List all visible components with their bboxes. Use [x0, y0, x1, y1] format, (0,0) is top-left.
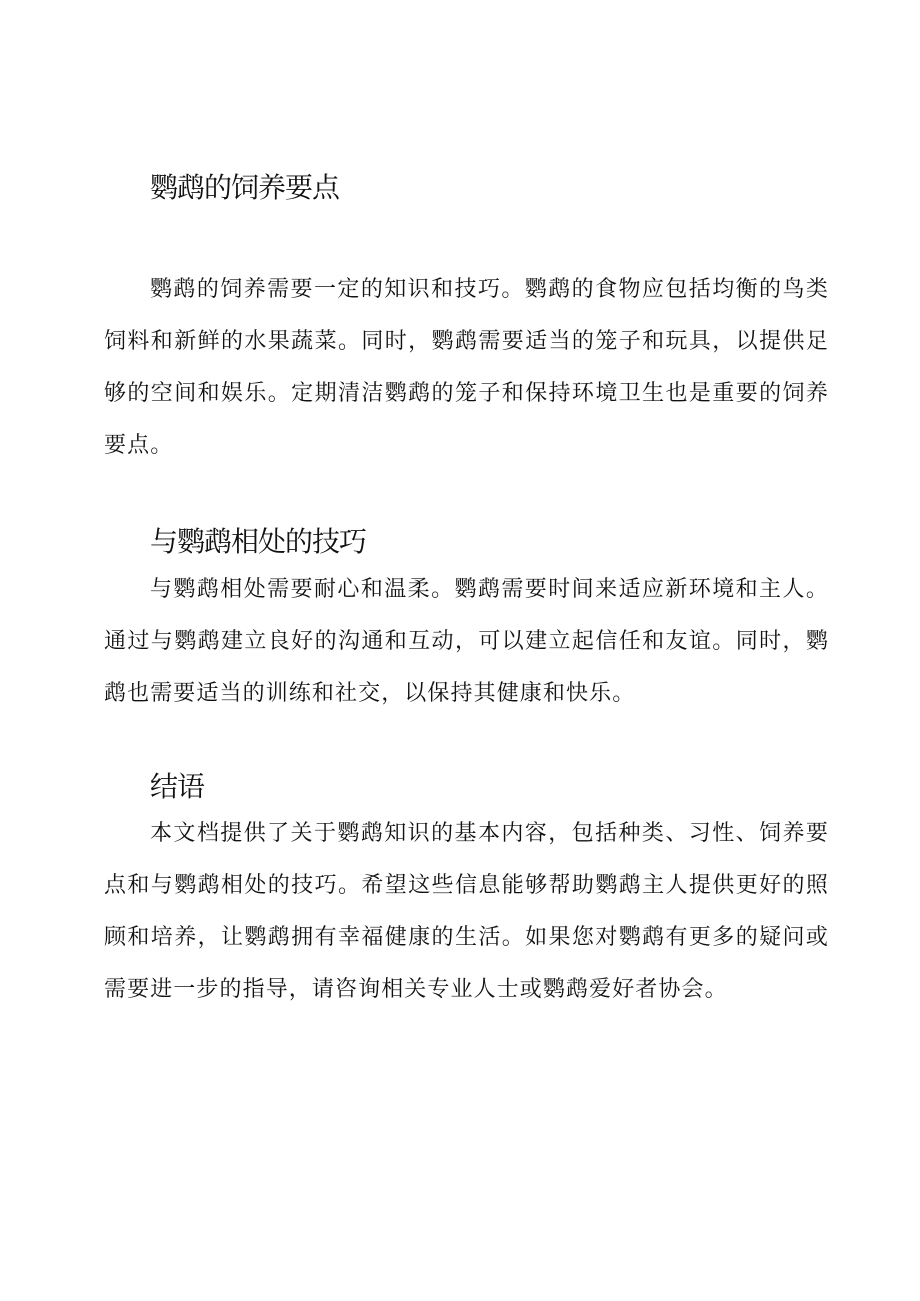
- section-heading-feeding: 鹦鹉的饲养要点: [150, 171, 340, 204]
- section-body-conclusion: 本文档提供了关于鹦鹉知识的基本内容，包括种类、习性、饲养要点和与鹦鹉相处的技巧。希望这些信息能够帮助鹦鹉主人提供更好的照顾和培养，让鹦鹉拥有幸福健康的生活。如果您对鹦鹉有更多的疑问或需要进一步的指导，请咨询相关专业人士或鹦鹉爱好者协会。: [104, 821, 829, 1002]
- section-body-feeding: 鹦鹉的饲养需要一定的知识和技巧。鹦鹉的食物应包括均衡的鸟类饲料和新鲜的水果蔬菜。同时，鹦鹉需要适当的笼子和玩具，以提供足够的空间和娱乐。定期清洁鹦鹉的笼子和保持环境卫生也是重要的饲养要点。: [104, 277, 829, 458]
- section-body-interaction: 与鹦鹉相处需要耐心和温柔。鹦鹉需要时间来适应新环境和主人。通过与鹦鹉建立良好的沟通和互动，可以建立起信任和友谊。同时，鹦鹉也需要适当的训练和社交，以保持其健康和快乐。: [104, 577, 829, 706]
- section-heading-interaction: 与鹦鹉相处的技巧: [150, 525, 367, 558]
- section-heading-conclusion: 结语: [150, 770, 205, 803]
